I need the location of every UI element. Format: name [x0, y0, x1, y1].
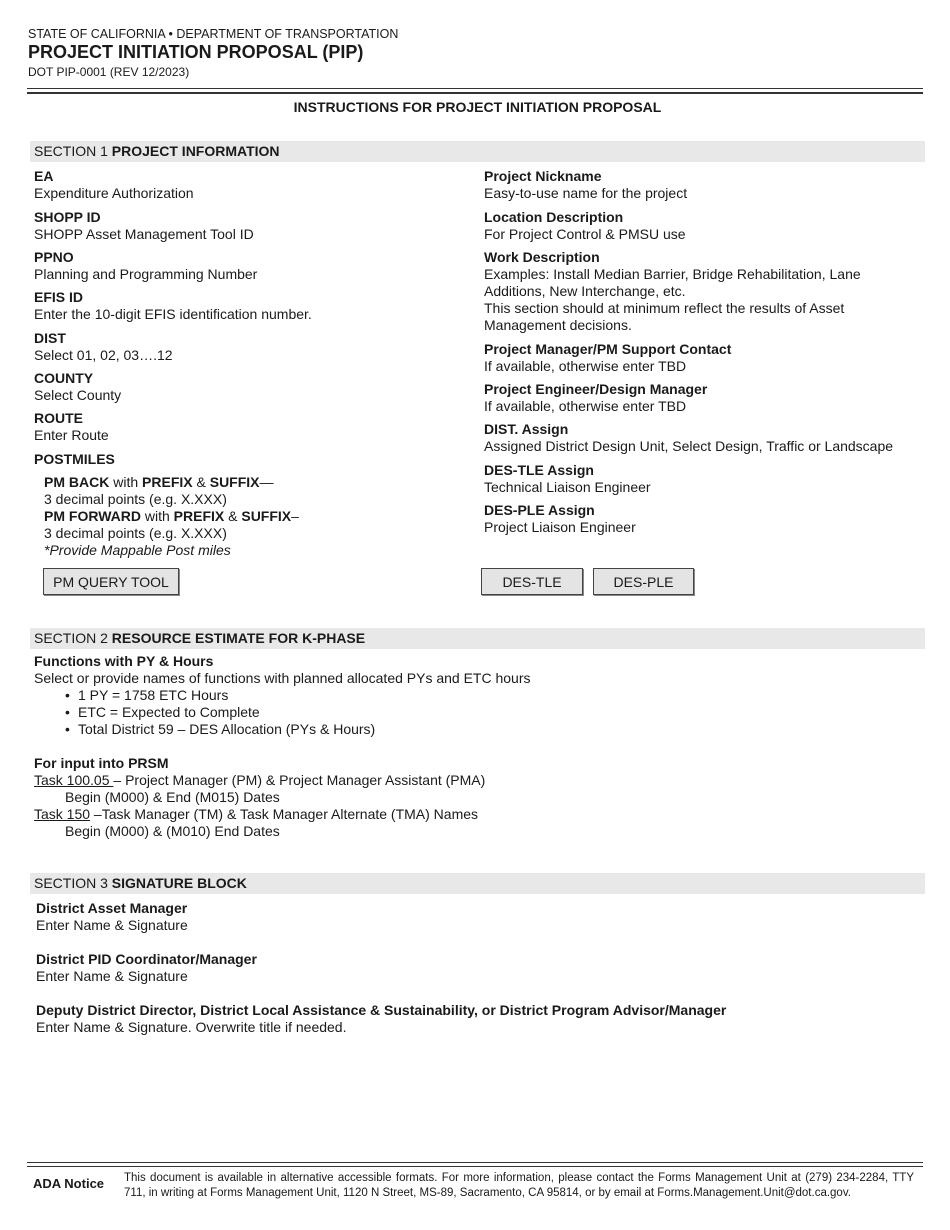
pm-back-label: PM BACK [44, 474, 110, 490]
field-dist-assign [484, 421, 893, 455]
header-divider-thick [27, 92, 923, 94]
pm-note: *Provide Mappable Post miles [44, 542, 231, 558]
field-label: SHOPP ID [34, 209, 101, 225]
signer-deputy-director [36, 1002, 726, 1036]
task-150-text: –Task Manager (TM) & Task Manager Alternate (TMA) Names [90, 806, 479, 822]
field-des-ple-assign [484, 502, 636, 536]
ada-notice-text: This document is available in alternative accessible formats. For more information, please contact the Forms Management Unit at (279) 234-2284, TTY 711, in writing at Forms Management Unit, 1120 N Street, MS-89, Sacramento, CA 95814, or by email at Forms.Management.Unit@dot.ca.gov. [124, 1172, 914, 1199]
field-route [34, 410, 109, 444]
section-1-prefix: SECTION 1 [34, 143, 108, 159]
field-text: Technical Liaison Engineer [484, 479, 651, 495]
field-label: COUNTY [34, 370, 94, 386]
field-label: Project Nickname [484, 168, 602, 184]
pm-with: with [113, 474, 139, 490]
pm-back-decimals: 3 decimal points (e.g. X.XXX) [44, 491, 227, 507]
field-label: Location Description [484, 209, 624, 225]
field-project-manager [484, 341, 731, 375]
instructions-title: INSTRUCTIONS FOR PROJECT INITIATION PROPOSAL [293, 99, 662, 115]
pm-suffix: SUFFIX [209, 474, 260, 490]
field-county [34, 370, 121, 404]
signer-label: District PID Coordinator/Manager [36, 951, 257, 967]
pm-forward-line [44, 508, 299, 525]
task-150-dates: Begin (M000) & (M010) End Dates [65, 823, 280, 839]
signer-label: Deputy District Director, District Local Assistance & Sustainability, or District Program Advisor/Manager [36, 1002, 727, 1018]
field-text: If available, otherwise enter TBD [484, 398, 687, 414]
field-text: Enter Route [34, 427, 109, 443]
list-item: • 1 PY = 1758 ETC Hours [65, 687, 228, 704]
field-text: Project Liaison Engineer [484, 519, 636, 535]
task-100-line [34, 772, 485, 789]
agency-line: STATE OF CALIFORNIA • DEPARTMENT OF TRANSPORTATION [28, 27, 399, 41]
field-label: ROUTE [34, 410, 83, 426]
field-project-nickname [484, 168, 687, 202]
pm-dash: – [291, 508, 299, 524]
field-label: EA [34, 168, 54, 184]
field-shopp-id [34, 209, 254, 243]
field-des-tle-assign [484, 462, 651, 496]
field-text: For Project Control & PMSU use [484, 226, 686, 242]
field-text: Enter the 10-digit EFIS identification number. [34, 306, 312, 322]
field-text: Assigned District Design Unit, Select Design, Traffic or Landscape [484, 438, 894, 454]
form-number: DOT PIP-0001 (REV 12/2023) [28, 65, 190, 79]
section-1-title: PROJECT INFORMATION [111, 143, 280, 159]
field-efis-id [34, 289, 312, 323]
pm-with: with [144, 508, 170, 524]
signer-text: Enter Name & Signature. Overwrite title if needed. [36, 1019, 347, 1035]
des-ple-button[interactable]: DES-PLE [593, 568, 694, 595]
signer-district-asset-manager [36, 900, 188, 934]
signer-text: Enter Name & Signature [36, 917, 188, 933]
field-label: PPNO [34, 249, 74, 265]
field-work-description [484, 249, 884, 334]
list-item: • ETC = Expected to Complete [65, 704, 260, 721]
field-ea [34, 168, 194, 202]
prsm-label: For input into PRSM [34, 755, 169, 771]
field-text: Easy-to-use name for the project [484, 185, 688, 201]
functions-label: Functions with PY & Hours [34, 653, 214, 669]
field-text: Expenditure Authorization [34, 185, 194, 201]
pm-forward-decimals: 3 decimal points (e.g. X.XXX) [44, 525, 227, 541]
field-dist [34, 330, 173, 364]
header-divider [27, 88, 923, 89]
pm-dash: — [259, 474, 274, 490]
section-1-header [30, 141, 925, 162]
field-text: Examples: Install Median Barrier, Bridge Rehabilitation, Lane Additions, New Interchange, etc. [484, 266, 861, 299]
field-label: Project Engineer/Design Manager [484, 381, 708, 397]
pm-prefix: PREFIX [173, 508, 225, 524]
section-2-prefix: SECTION 2 [34, 630, 108, 646]
field-text: SHOPP Asset Management Tool ID [34, 226, 254, 242]
field-postmiles [34, 451, 115, 468]
field-text: Select 01, 02, 03….12 [34, 347, 173, 363]
task-150-link[interactable]: Task 150 [34, 806, 91, 822]
section-3-header [30, 873, 925, 894]
signer-label: District Asset Manager [36, 900, 188, 916]
ada-notice-label: ADA Notice [33, 1176, 105, 1191]
field-label: POSTMILES [34, 451, 115, 467]
field-label: DES-PLE Assign [484, 502, 595, 518]
field-text-2: This section should at minimum reflect the results of Asset Management decisions. [484, 300, 845, 333]
section-3-prefix: SECTION 3 [34, 875, 108, 891]
field-text: If available, otherwise enter TBD [484, 358, 687, 374]
field-label: DES-TLE Assign [484, 462, 594, 478]
pm-amp: & [228, 508, 238, 524]
field-label: DIST. Assign [484, 421, 569, 437]
field-location-description [484, 209, 686, 243]
pm-query-tool-button[interactable]: PM QUERY TOOL [43, 568, 179, 595]
footer-divider [27, 1162, 923, 1163]
task-100-text: – Project Manager (PM) & Project Manager Assistant (PMA) [113, 772, 486, 788]
task-100-link[interactable]: Task 100.05 [34, 772, 114, 788]
field-text: Planning and Programming Number [34, 266, 258, 282]
task-100-dates: Begin (M000) & End (M015) Dates [65, 789, 280, 805]
field-project-engineer [484, 381, 707, 415]
pm-back-line [44, 474, 274, 491]
field-label: EFIS ID [34, 289, 84, 305]
field-label: Work Description [484, 249, 600, 265]
form-title: PROJECT INITIATION PROPOSAL (PIP) [28, 42, 364, 62]
list-item: • Total District 59 – DES Allocation (PYs & Hours) [65, 721, 375, 738]
field-label: Project Manager/PM Support Contact [484, 341, 732, 357]
functions-text: Select or provide names of functions with planned allocated PYs and ETC hours [34, 670, 531, 686]
section-3-title: SIGNATURE BLOCK [111, 875, 247, 891]
signer-text: Enter Name & Signature [36, 968, 188, 984]
field-text: Select County [34, 387, 122, 403]
task-150-line [34, 806, 478, 823]
pm-forward-label: PM FORWARD [44, 508, 141, 524]
field-ppno [34, 249, 257, 283]
field-label: DIST [34, 330, 66, 346]
des-tle-button[interactable]: DES-TLE [481, 568, 583, 595]
pm-suffix: SUFFIX [241, 508, 292, 524]
footer-divider-2 [27, 1166, 923, 1167]
pm-amp: & [196, 474, 206, 490]
section-2-title: RESOURCE ESTIMATE FOR K-PHASE [111, 630, 366, 646]
pm-prefix: PREFIX [142, 474, 193, 490]
section-2-header [30, 628, 925, 649]
signer-pid-coordinator [36, 951, 257, 985]
